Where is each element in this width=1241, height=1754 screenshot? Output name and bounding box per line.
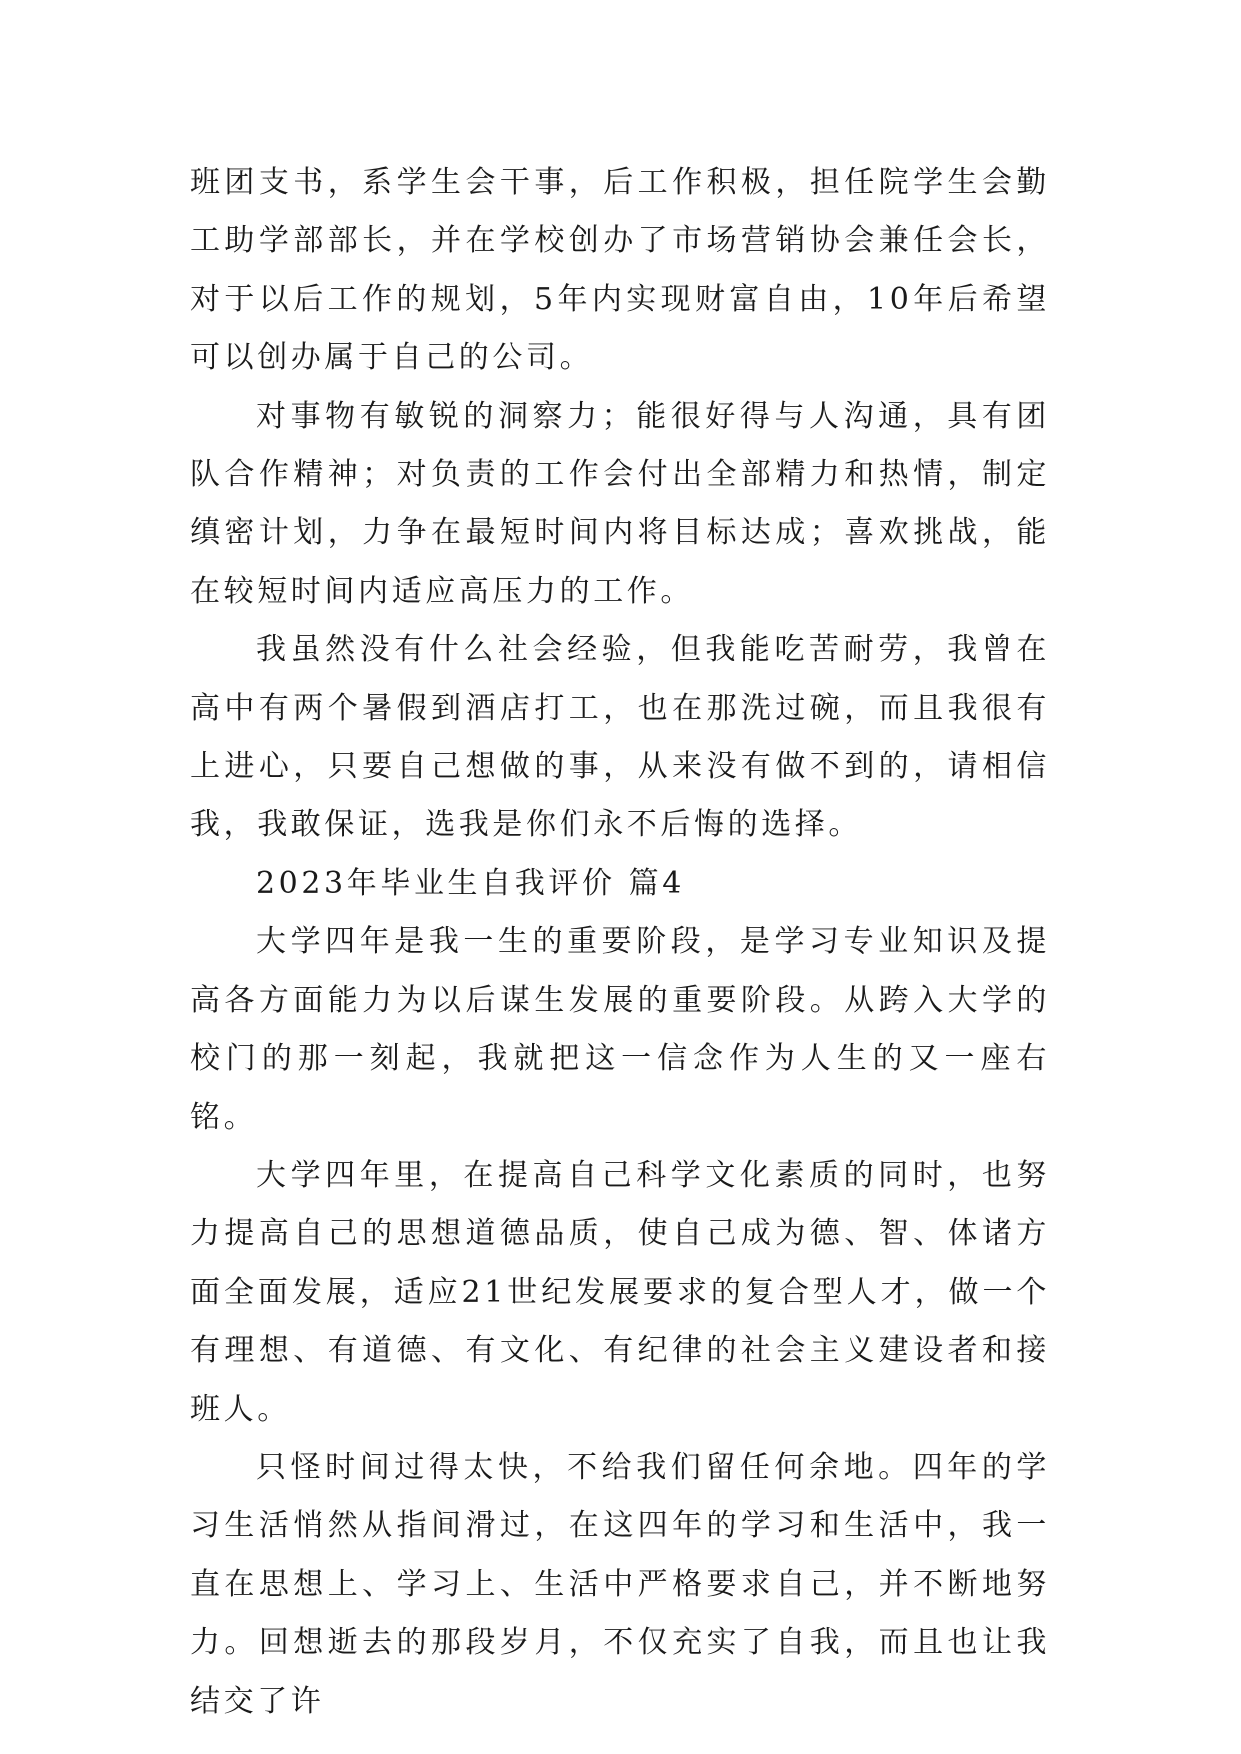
paragraph-3: 我虽然没有什么社会经验，但我能吃苦耐劳，我曾在高中有两个暑假到酒店打工，也在那洗过碗，而且我很有上进心，只要自己想做的事，从来没有做不到的，请相信我，我敢保证，选我是你们永不后悔的选择。 <box>190 632 1050 843</box>
section-heading: 2023年毕业生自我评价 篇4 <box>256 865 685 901</box>
paragraph-2: 对事物有敏锐的洞察力；能很好得与人沟通，具有团队合作精神；对负责的工作会付出全部精力和热情，制定缜密计划，力争在最短时间内将目标达成；喜欢挑战，能在较短时间内适应高压力的工作。 <box>190 398 1050 609</box>
paragraph-1: 班团支书，系学生会干事，后工作积极，担任院学生会勤工助学部部长，并在学校创办了市场营销协会兼任会长，对于以后工作的规划，5年内实现财富自由，10年后希望可以创办属于自己的公司。 <box>190 165 1050 376</box>
paragraph-5: 大学四年里，在提高自己科学文化素质的同时，也努力提高自己的思想道德品质，使自己成为德、智、体诸方面全面发展，适应21世纪发展要求的复合型人才，做一个有理想、有道德、有文化、有纪律的社会主义建设者和接班人。 <box>190 1157 1050 1427</box>
paragraph-6: 只怪时间过得太快，不给我们留任何余地。四年的学习生活悄然从指间滑过，在这四年的学习和生活中，我一直在思想上、学习上、生活中严格要求自己，并不断地努力。回想逝去的那段岁月，不仅充实了自我，而且也让我结交了许 <box>190 1449 1050 1719</box>
document-body <box>190 154 1050 1731</box>
paragraph-4: 大学四年是我一生的重要阶段，是学习专业知识及提高各方面能力为以后谋生发展的重要阶段。从跨入大学的校门的那一刻起，我就把这一信念作为人生的又一座右铭。 <box>190 924 1050 1135</box>
